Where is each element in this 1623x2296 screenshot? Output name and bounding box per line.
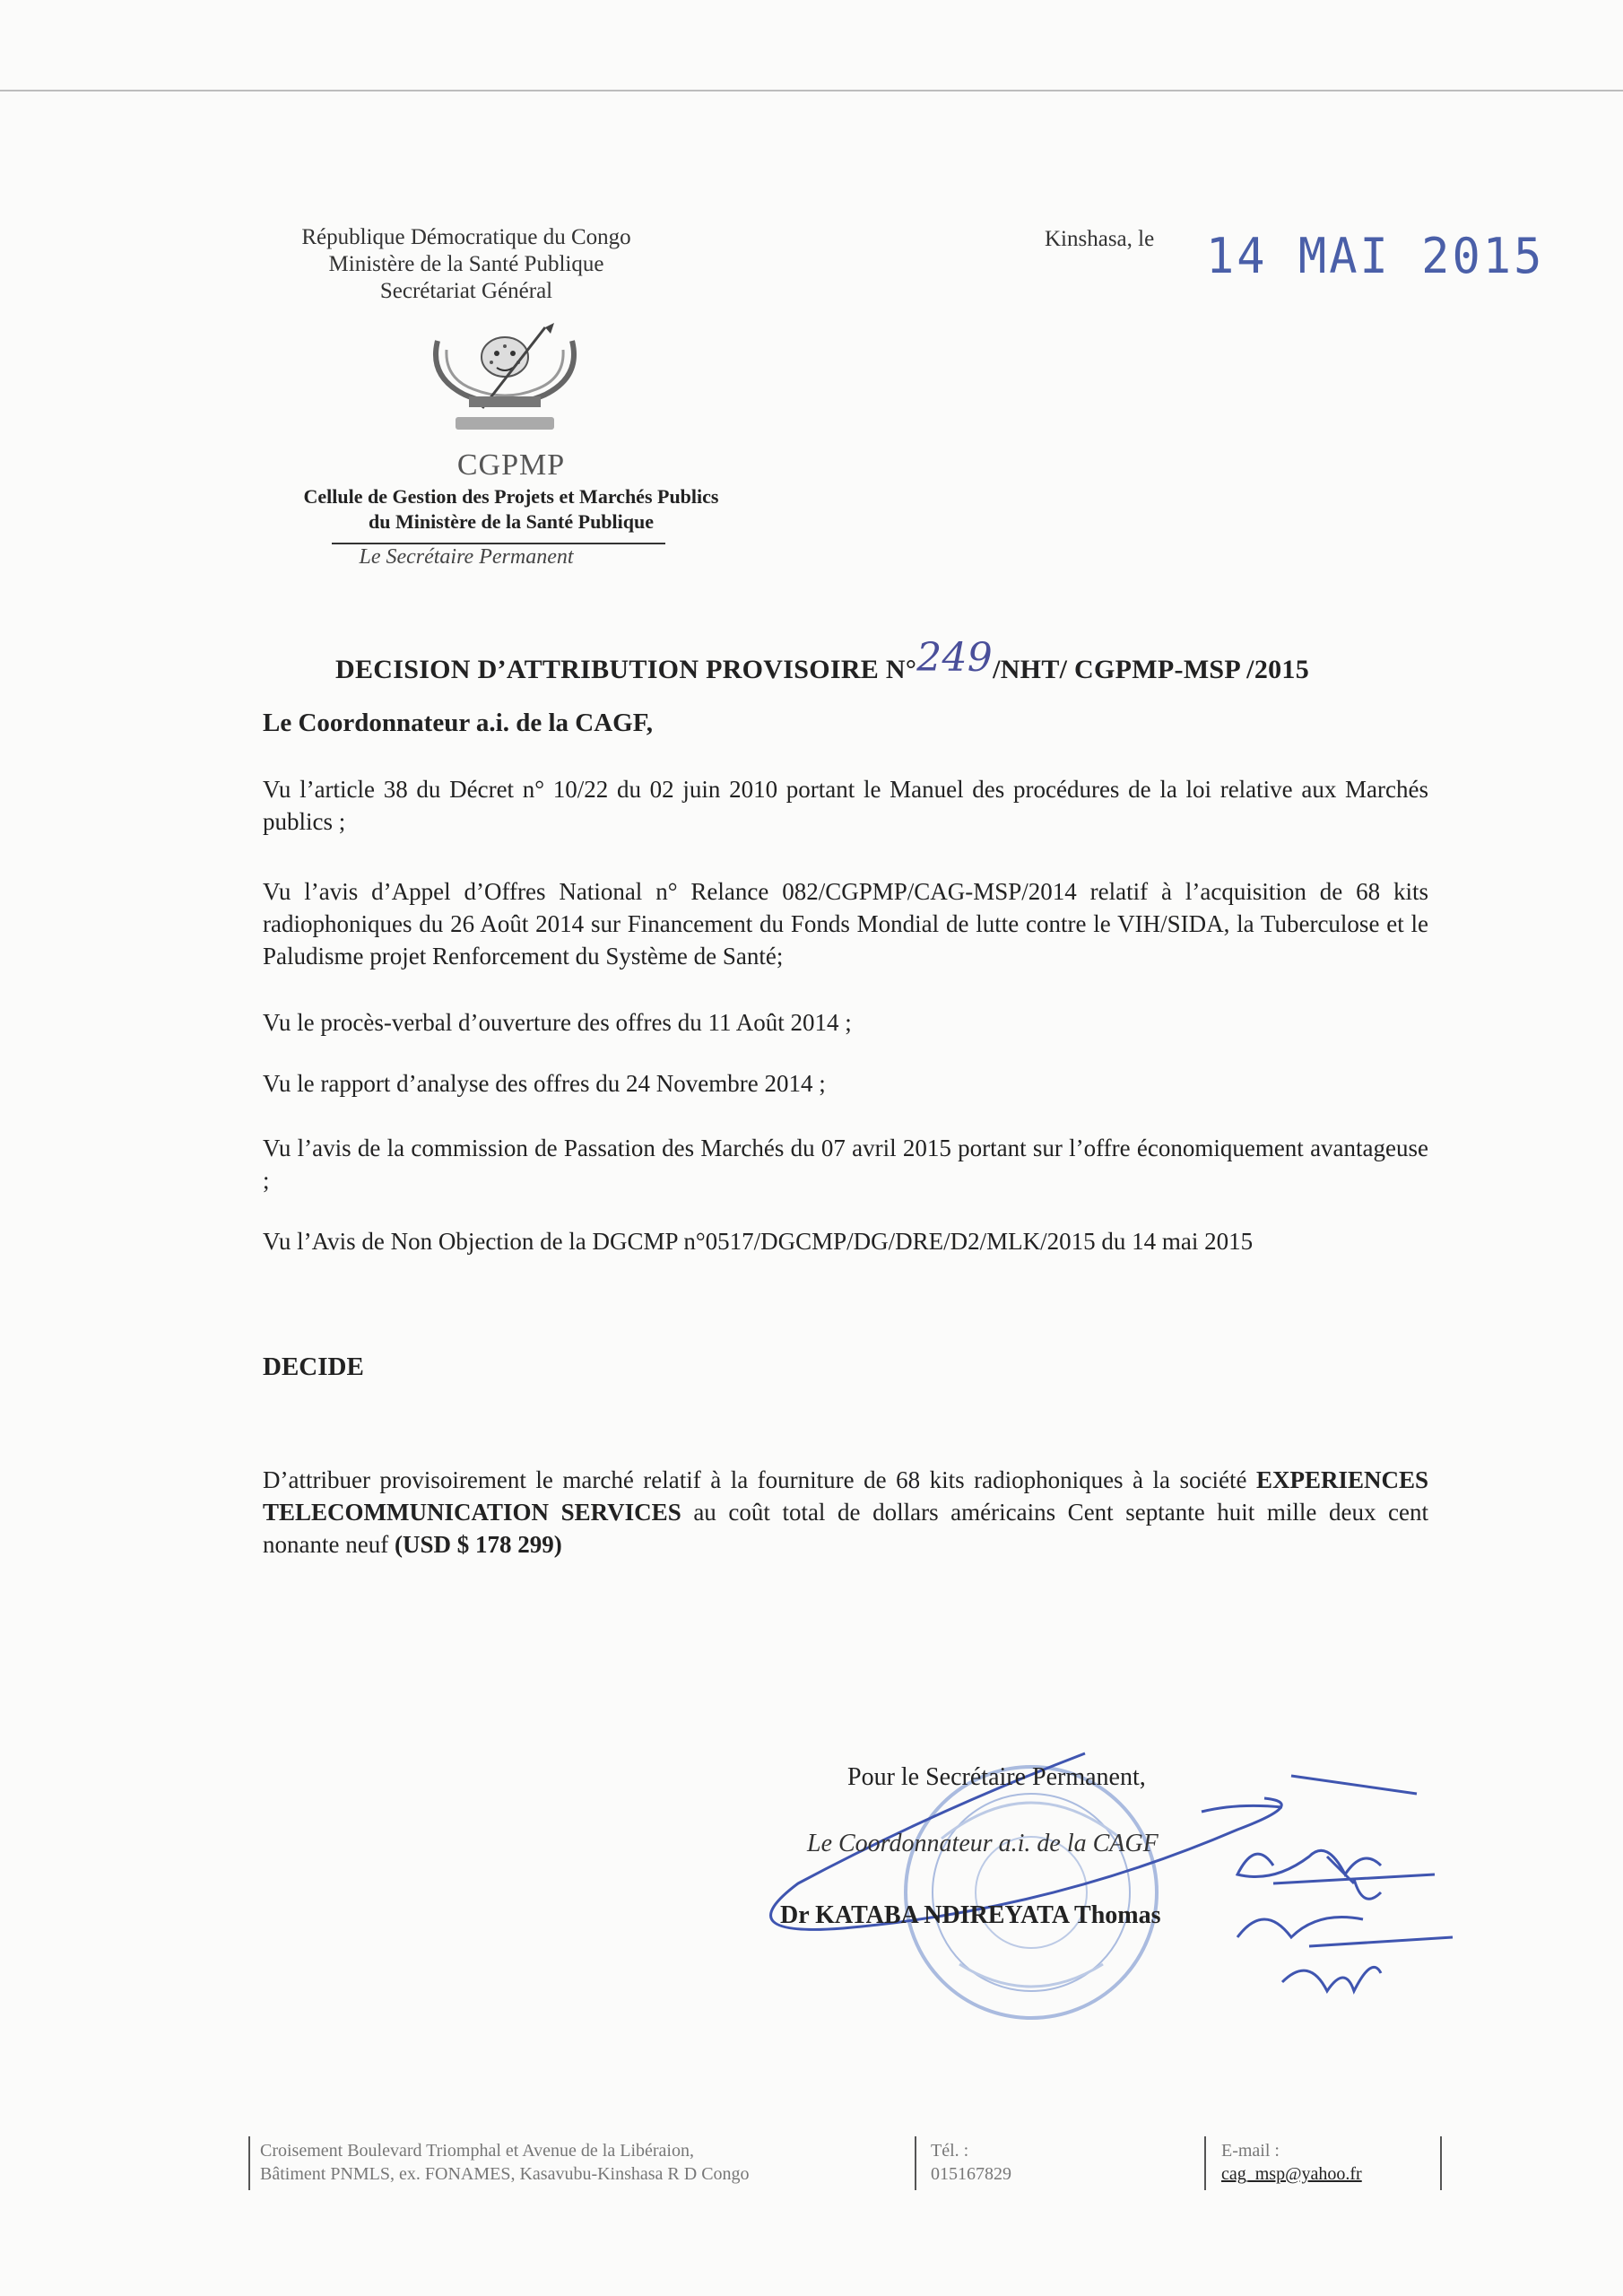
footer-email	[1221, 2139, 1362, 2186]
org-full-name	[269, 484, 753, 535]
consideration-5: Vu l’avis de la commission de Passation des Marchés du 07 avril 2015 portant sur l’offre économiquement avantageuse ;	[263, 1135, 1428, 1194]
ministry-name: Ministère de la Santé Publique	[328, 252, 604, 276]
secretariat-name: Secrétariat Général	[379, 279, 553, 303]
consideration-3: Vu le procès-verbal d’ouverture des offres du 11 Août 2014 ;	[263, 1009, 852, 1036]
coat-of-arms-emblem	[420, 323, 590, 438]
footer-address-line-2: Bâtiment PNMLS, ex. FONAMES, Kasavubu-Kinshasa R D Congo	[260, 2164, 750, 2184]
coordinator-line: Le Coordonnateur a.i. de la CAGF,	[263, 709, 654, 737]
place-label: Kinshasa, le	[1045, 227, 1155, 251]
org-line-2: du Ministère de la Santé Publique	[368, 510, 655, 533]
consideration-4: Vu le rapport d’analyse des offres du 24 Novembre 2014 ;	[263, 1070, 826, 1097]
company-name: EXPERIENCES TELECOMMUNICATION SERVICES	[263, 1466, 1429, 1526]
header-institution	[269, 224, 664, 305]
footer-divider-4	[1440, 2136, 1442, 2190]
signatory-name: Dr KATABA NDIREYATA Thomas	[780, 1901, 1161, 1929]
decision-body	[263, 1464, 1428, 1561]
decide-heading: DECIDE	[263, 1352, 364, 1381]
phone-label: Tél. :	[931, 2141, 969, 2161]
footer-divider-2	[915, 2136, 916, 2190]
official-seal	[906, 1767, 1157, 2018]
consideration-1: Vu l’article 38 du Décret n° 10/22 du 02 juin 2010 portant le Manuel des procédures de la loi relative aux Marchés publics ;	[263, 776, 1428, 835]
decision-text-before: D’attribuer provisoirement le marché relatif à la fourniture de 68 kits radiophoniques à la société	[263, 1466, 1247, 1493]
signatory-title: Le Secrétaire Permanent	[359, 545, 574, 569]
top-rule	[0, 90, 1623, 91]
handwritten-decision-number: 249	[916, 635, 994, 681]
amount: (USD $ 178 299)	[394, 1531, 562, 1558]
email-label: E-mail :	[1221, 2141, 1280, 2161]
footer-divider-1	[248, 2136, 250, 2190]
country-name: République Démocratique du Congo	[301, 225, 631, 249]
footer-address-line-1: Croisement Boulevard Triomphal et Avenue de la Libéraion,	[260, 2141, 694, 2161]
decision-title	[335, 635, 1310, 688]
decision-title-suffix: /NHT/ CGPMP-MSP /2015	[993, 655, 1310, 684]
for-line: Pour le Secrétaire Permanent,	[847, 1763, 1146, 1791]
header-divider	[332, 543, 665, 544]
footer-address	[260, 2139, 906, 2186]
footer-phone	[931, 2139, 1011, 2186]
signatory-role: Le Coordonnateur a.i. de la CAGF	[807, 1830, 1159, 1857]
decision-text-middle: au coût total de dollars américains Cent septante huit mille deux cent nonante neuf	[263, 1499, 1429, 1558]
footer-divider-3	[1204, 2136, 1206, 2190]
email-link[interactable]: cag_msp@yahoo.fr	[1221, 2164, 1362, 2184]
consideration-2: Vu l’avis d’Appel d’Offres National n° Relance 082/CGPMP/CAG-MSP/2014 relatif à l’acquisition de 68 kits radiophoniques du 26 Août 2014 sur Financement du Fonds Mondial de lutte contre le VIH/SIDA, la Tuberculose et le Paludisme projet Renforcement du Système de Santé;	[263, 878, 1428, 970]
decision-title-prefix: DECISION D’ATTRIBUTION PROVISOIRE N°	[335, 655, 917, 684]
org-line-1: Cellule de Gestion des Projets et Marchés Publics	[303, 485, 719, 508]
org-acronym: CGPMP	[456, 448, 566, 482]
consideration-6: Vu l’Avis de Non Objection de la DGCMP n°0517/DGCMP/DG/DRE/D2/MLK/2015 du 14 mai 2015	[263, 1228, 1254, 1255]
date-stamp: 14 MAI 2015	[1206, 228, 1545, 285]
phone-value: 015167829	[931, 2164, 1011, 2184]
